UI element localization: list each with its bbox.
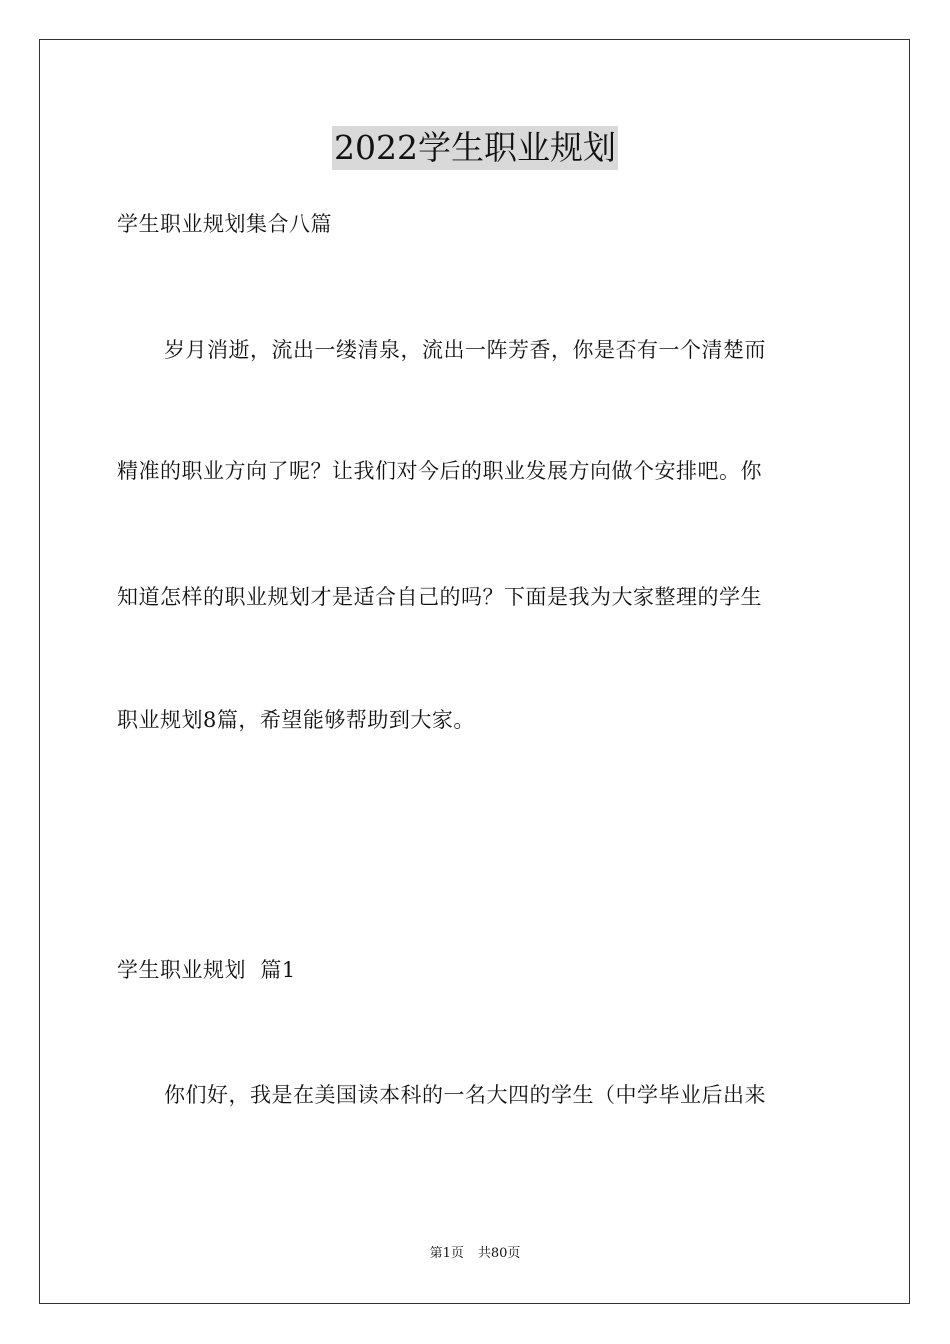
title-container [0, 126, 950, 170]
intro-paragraph-line: 职业规划8篇，希望能够帮助到大家。 [117, 708, 475, 732]
page-number: 第1页 [429, 1246, 464, 1261]
intro-paragraph-line: 精准的职业方向了呢？让我们对今后的职业发展方向做个安排吧。你 [117, 459, 762, 483]
intro-paragraph-line: 知道怎样的职业规划才是适合自己的吗？下面是我为大家整理的学生 [117, 585, 762, 609]
section-heading: 学生职业规划 篇1 [117, 958, 296, 982]
intro-paragraph-line: 岁月消逝，流出一缕清泉，流出一阵芳香，你是否有一个清楚而 [164, 338, 766, 362]
document-subtitle: 学生职业规划集合八篇 [117, 212, 332, 236]
document-title: 2022学生职业规划 [332, 126, 618, 170]
page-total: 共80页 [477, 1246, 521, 1261]
page-footer [0, 1245, 950, 1263]
section-paragraph-line: 你们好，我是在美国读本科的一名大四的学生（中学毕业后出来 [164, 1083, 766, 1107]
